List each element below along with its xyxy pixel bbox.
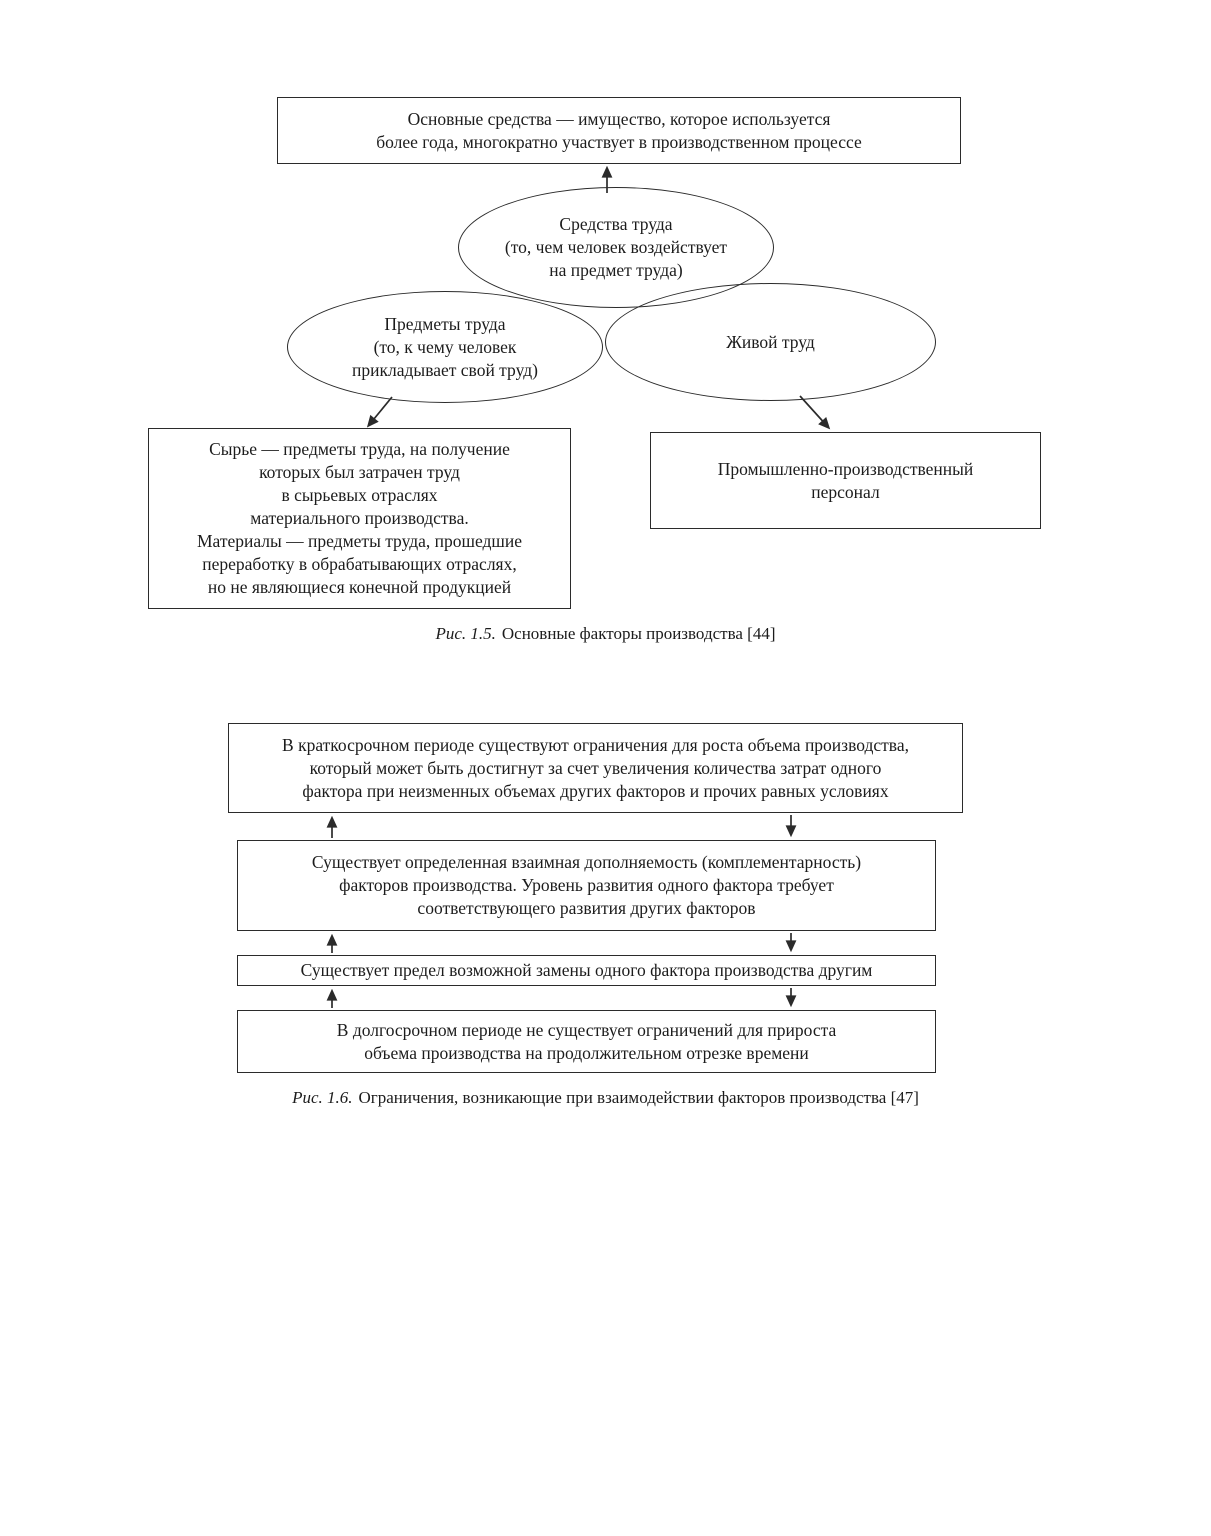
figure-1-5-caption bbox=[0, 622, 1211, 646]
short-run-limits-box bbox=[228, 723, 963, 813]
figure-1-6-caption bbox=[0, 1086, 1211, 1110]
personnel-text: Промышленно-производственный персонал bbox=[717, 458, 974, 502]
arrow-labor-to-personnel bbox=[800, 396, 828, 427]
fixed-assets-box bbox=[277, 97, 961, 164]
long-run-box bbox=[237, 1010, 936, 1073]
living-labor-text: Живой труд bbox=[726, 331, 815, 352]
fixed-assets-text: Основные средства — имущество, которое используется более года, многократно участвует в производственном процессе bbox=[376, 108, 862, 152]
living-labor-ellipse bbox=[605, 283, 936, 401]
substitution-limit-text: Существует предел возможной замены одного фактора производства другим bbox=[300, 960, 873, 980]
figure-1-6-caption-text: Ограничения, возникающие при взаимодействии факторов производства [47] bbox=[358, 1088, 919, 1107]
personnel-box bbox=[650, 432, 1041, 529]
labor-objects-text: Предметы труда (то, к чему человек прикладывает свой труд) bbox=[352, 313, 538, 380]
raw-materials-box bbox=[148, 428, 571, 609]
figure-1-5-caption-label: Рис. 1.5. bbox=[435, 624, 496, 643]
raw-materials-text: Сырье — предметы труда, на получение которых был затрачен труд в сырьевых отраслях материального производства. Материалы — предметы труда, прошедшие переработку в обрабатывающих отраслях, но не являющиеся конечной продукцией bbox=[196, 439, 523, 597]
complementarity-text: Существует определенная взаимная дополняемость (комплементарность) факторов производства. Уровень развития одного фактора требует соответствующего развития других факторов bbox=[311, 852, 862, 918]
complementarity-box bbox=[237, 840, 936, 931]
labor-objects-ellipse bbox=[287, 291, 603, 403]
figure-1-5-caption-text: Основные факторы производства [44] bbox=[501, 624, 776, 643]
labor-tools-text: Средства труда (то, чем человек воздействует на предмет труда) bbox=[504, 214, 728, 280]
arrow-objects-to-raw-materials bbox=[369, 397, 392, 425]
figure-1-6-caption-label: Рис. 1.6. bbox=[292, 1088, 353, 1107]
long-run-text: В долгосрочном периоде не существует ограничений для прироста объема производства на продолжительном отрезке времени bbox=[336, 1019, 837, 1063]
substitution-limit-box bbox=[237, 955, 936, 986]
short-run-limits-text: В краткосрочном периоде существуют ограничения для роста объема производства, который может быть достигнут за счет увеличения количества затрат одного фактора при неизменных объемах других факторов и прочих равных условиях bbox=[282, 734, 909, 801]
